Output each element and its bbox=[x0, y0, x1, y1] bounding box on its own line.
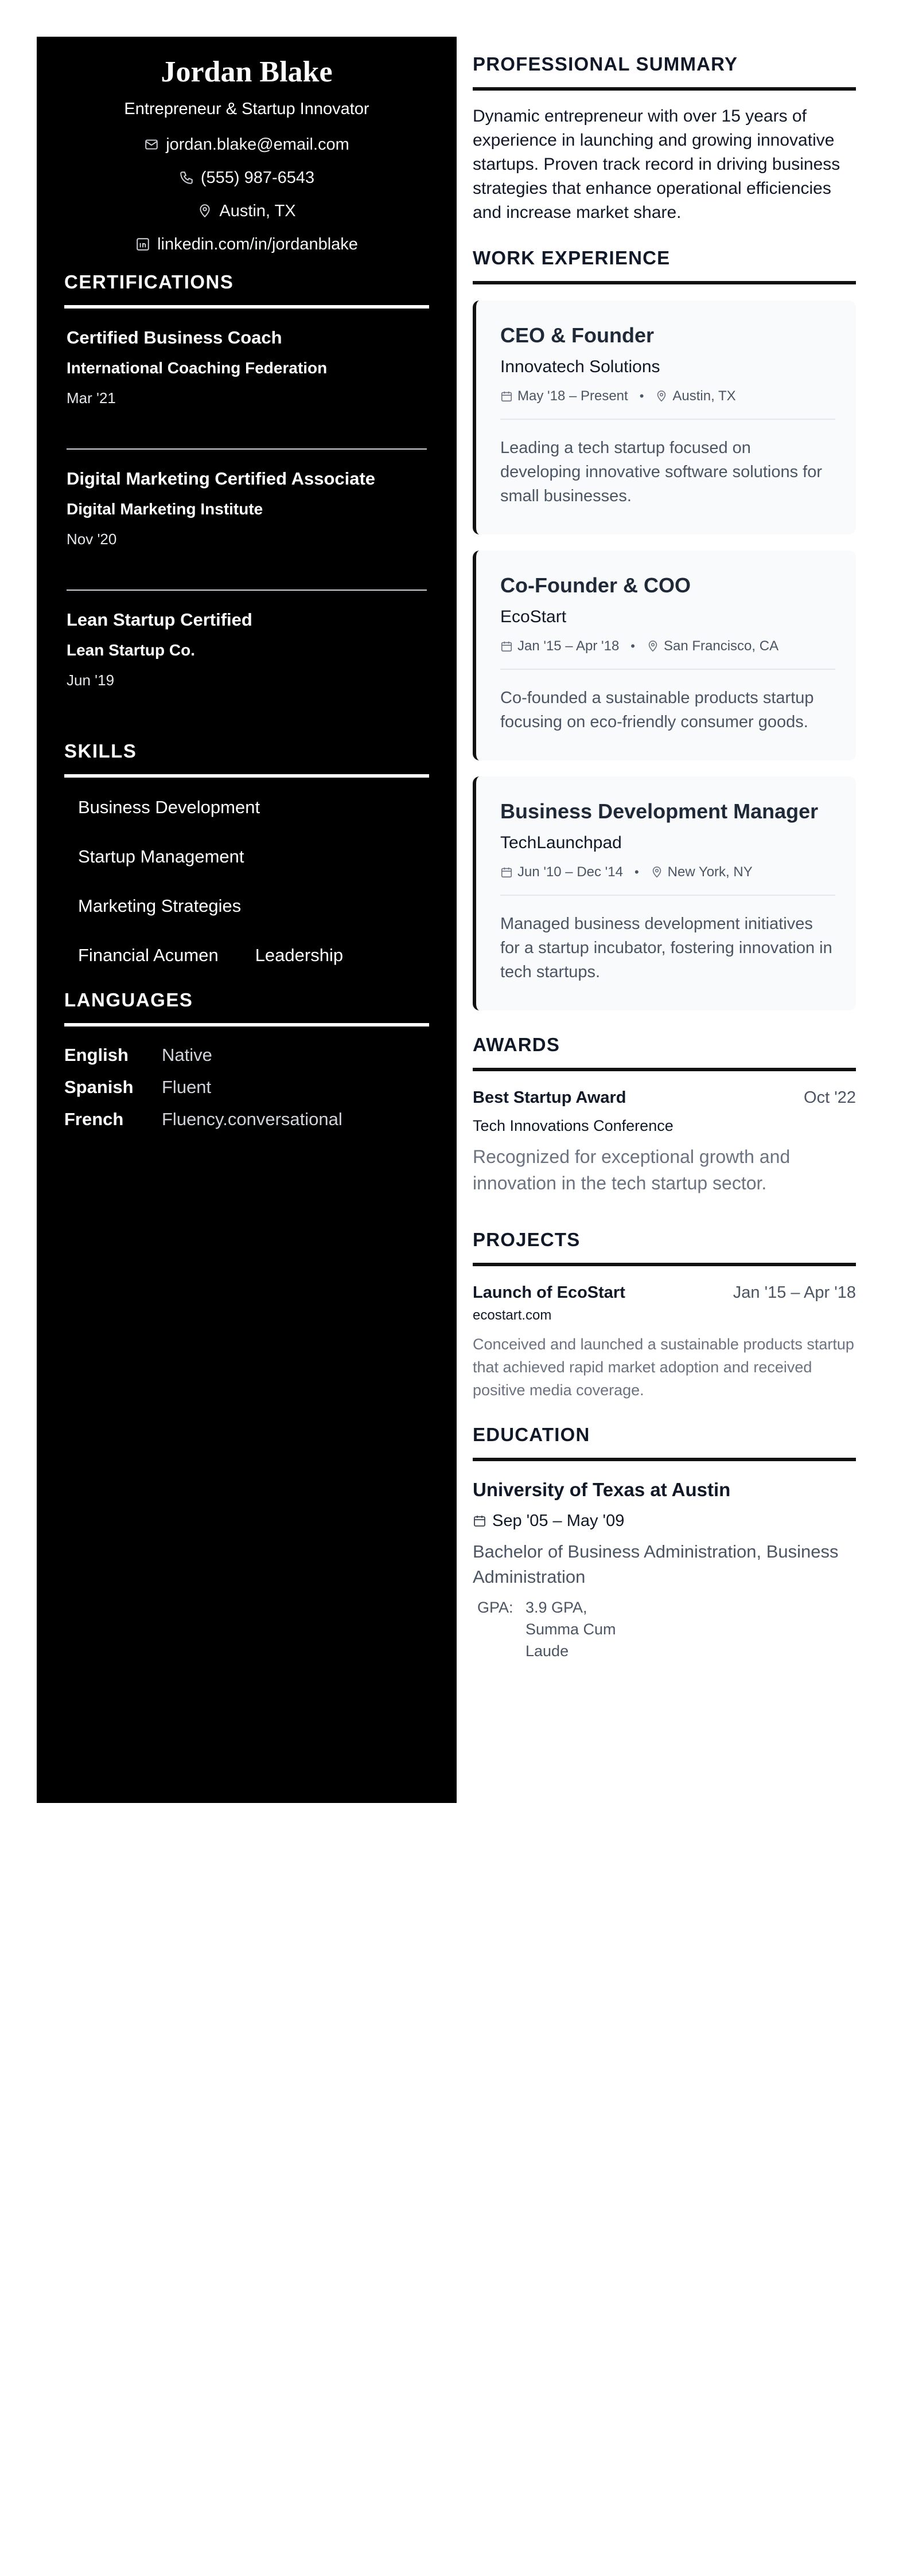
project-link[interactable]: ecostart.com bbox=[473, 1307, 552, 1323]
education-dates-row bbox=[473, 1509, 856, 1532]
job-title: Co-Founder & COO bbox=[500, 573, 691, 597]
projects-heading: PROJECTS bbox=[473, 1227, 856, 1266]
calendar-icon bbox=[500, 866, 513, 879]
project-date: Jan '15 – Apr '18 bbox=[733, 1283, 856, 1302]
email-text: jordan.blake@email.com bbox=[166, 135, 349, 154]
award-title: Best Startup Award bbox=[473, 1088, 626, 1107]
education-dates: Sep '05 – May '09 bbox=[492, 1512, 625, 1530]
job-card bbox=[473, 551, 856, 760]
certification-issuer: International Coaching Federation bbox=[67, 359, 328, 377]
summary-section bbox=[473, 52, 856, 225]
certification-title: Lean Startup Certified bbox=[67, 610, 252, 630]
certification-title: Digital Marketing Certified Associate bbox=[67, 469, 376, 489]
languages-section bbox=[64, 988, 429, 1131]
language-row bbox=[64, 1108, 429, 1131]
language-level: Fluency.conversational bbox=[162, 1109, 342, 1129]
location-text: Austin, TX bbox=[219, 202, 296, 220]
award-issuer: Tech Innovations Conference bbox=[473, 1117, 673, 1134]
experience-section bbox=[473, 245, 856, 1010]
job-title: CEO & Founder bbox=[500, 323, 654, 347]
contact-info bbox=[64, 133, 429, 256]
skills-heading: SKILLS bbox=[64, 739, 429, 778]
map-pin-icon bbox=[651, 866, 663, 879]
candidate-name: Jordan Blake bbox=[161, 56, 333, 88]
awards-section bbox=[473, 1032, 856, 1196]
sidebar bbox=[37, 37, 457, 1803]
phone-text: (555) 987-6543 bbox=[200, 169, 315, 187]
contact-location bbox=[64, 200, 429, 223]
calendar-icon bbox=[500, 640, 513, 653]
language-level: Native bbox=[162, 1045, 212, 1065]
certification-item bbox=[64, 309, 429, 450]
award-description: Recognized for exceptional growth and innovation in the tech startup sector. bbox=[473, 1146, 791, 1193]
skill-item: Financial Acumen bbox=[78, 945, 219, 965]
language-row bbox=[64, 1044, 429, 1067]
linkedin-text: linkedin.com/in/jordanblake bbox=[157, 235, 358, 253]
mail-icon bbox=[144, 137, 159, 152]
certification-issuer: Lean Startup Co. bbox=[67, 641, 196, 659]
job-card bbox=[473, 776, 856, 1010]
language-name: French bbox=[64, 1109, 124, 1129]
certification-item bbox=[64, 591, 429, 690]
job-company: EcoStart bbox=[500, 607, 567, 626]
phone-icon bbox=[179, 170, 194, 185]
languages-list bbox=[64, 1044, 429, 1131]
skill-item: Startup Management bbox=[78, 846, 244, 867]
language-name: Spanish bbox=[64, 1077, 134, 1097]
skills-list bbox=[64, 778, 429, 967]
award-date: Oct '22 bbox=[804, 1088, 856, 1107]
summary-heading: PROFESSIONAL SUMMARY bbox=[473, 52, 856, 91]
education-heading: EDUCATION bbox=[473, 1422, 856, 1461]
contact-linkedin[interactable] bbox=[64, 233, 429, 256]
job-meta bbox=[500, 387, 835, 420]
skills-section bbox=[64, 739, 429, 967]
meta-separator: • bbox=[639, 389, 644, 403]
gpa-value: 3.9 GPA, Summa Cum Laude bbox=[525, 1599, 616, 1660]
job-company: Innovatech Solutions bbox=[500, 357, 660, 376]
job-dates: Jun '10 – Dec '14 bbox=[517, 864, 623, 880]
job-dates: May '18 – Present bbox=[517, 388, 628, 404]
map-pin-icon bbox=[197, 204, 212, 218]
language-row bbox=[64, 1076, 429, 1099]
language-level: Fluent bbox=[162, 1077, 212, 1097]
main-content bbox=[473, 37, 856, 1662]
meta-separator: • bbox=[630, 639, 635, 653]
map-pin-icon bbox=[655, 390, 668, 403]
contact-email[interactable] bbox=[64, 133, 429, 156]
summary-text: Dynamic entrepreneur with over 15 years of experience in launching and growing innovative startups. Proven track record in driving business strategies that enhance operational efficiencies and increase market share. bbox=[473, 107, 840, 222]
projects-section bbox=[473, 1227, 856, 1402]
certification-issuer: Digital Marketing Institute bbox=[67, 500, 263, 518]
map-pin-icon bbox=[647, 640, 659, 653]
skill-item: Business Development bbox=[78, 797, 260, 817]
certification-item bbox=[64, 450, 429, 591]
meta-separator: • bbox=[634, 865, 639, 879]
language-name: English bbox=[64, 1045, 129, 1065]
education-item bbox=[473, 1477, 856, 1662]
project-title: Launch of EcoStart bbox=[473, 1283, 625, 1302]
job-company: TechLaunchpad bbox=[500, 833, 622, 852]
linkedin-icon bbox=[135, 237, 150, 252]
experience-heading: WORK EXPERIENCE bbox=[473, 245, 856, 284]
job-meta bbox=[500, 862, 835, 896]
job-location: New York, NY bbox=[667, 864, 753, 880]
certification-date: Jun '19 bbox=[67, 672, 115, 689]
certifications-heading: CERTIFICATIONS bbox=[64, 270, 429, 309]
job-description: Managed business development initiatives for a startup incubator, fostering innovation in tech startups. bbox=[500, 915, 832, 981]
certifications-section bbox=[64, 270, 429, 690]
education-degree: Bachelor of Business Administration, Business Administration bbox=[473, 1541, 839, 1587]
calendar-icon bbox=[473, 1514, 486, 1528]
contact-phone[interactable] bbox=[64, 166, 429, 189]
job-description: Leading a tech startup focused on developing innovative software solutions for small businesses. bbox=[500, 439, 822, 505]
project-item bbox=[473, 1281, 856, 1402]
calendar-icon bbox=[500, 390, 513, 403]
certification-date: Mar '21 bbox=[67, 389, 116, 407]
awards-heading: AWARDS bbox=[473, 1032, 856, 1071]
job-description: Co-founded a sustainable products startup focusing on eco-friendly consumer goods. bbox=[500, 689, 814, 731]
award-item bbox=[473, 1086, 856, 1196]
job-dates: Jan '15 – Apr '18 bbox=[517, 638, 620, 654]
job-title: Business Development Manager bbox=[500, 799, 819, 823]
education-school: University of Texas at Austin bbox=[473, 1479, 731, 1500]
job-location: Austin, TX bbox=[672, 388, 736, 404]
skill-item: Marketing Strategies bbox=[78, 896, 242, 916]
education-gpa bbox=[473, 1597, 856, 1662]
candidate-headline: Entrepreneur & Startup Innovator bbox=[124, 100, 369, 118]
certification-date: Nov '20 bbox=[67, 530, 117, 548]
languages-heading: LANGUAGES bbox=[64, 988, 429, 1027]
job-location: San Francisco, CA bbox=[664, 638, 779, 654]
education-section bbox=[473, 1422, 856, 1662]
certification-title: Certified Business Coach bbox=[67, 327, 282, 348]
job-meta bbox=[500, 637, 835, 670]
job-card bbox=[473, 300, 856, 534]
gpa-label: GPA: bbox=[477, 1599, 513, 1616]
project-description: Conceived and launched a sustainable products startup that achieved rapid market adoption and received positive media coverage. bbox=[473, 1336, 854, 1399]
skill-item: Leadership bbox=[255, 945, 344, 965]
